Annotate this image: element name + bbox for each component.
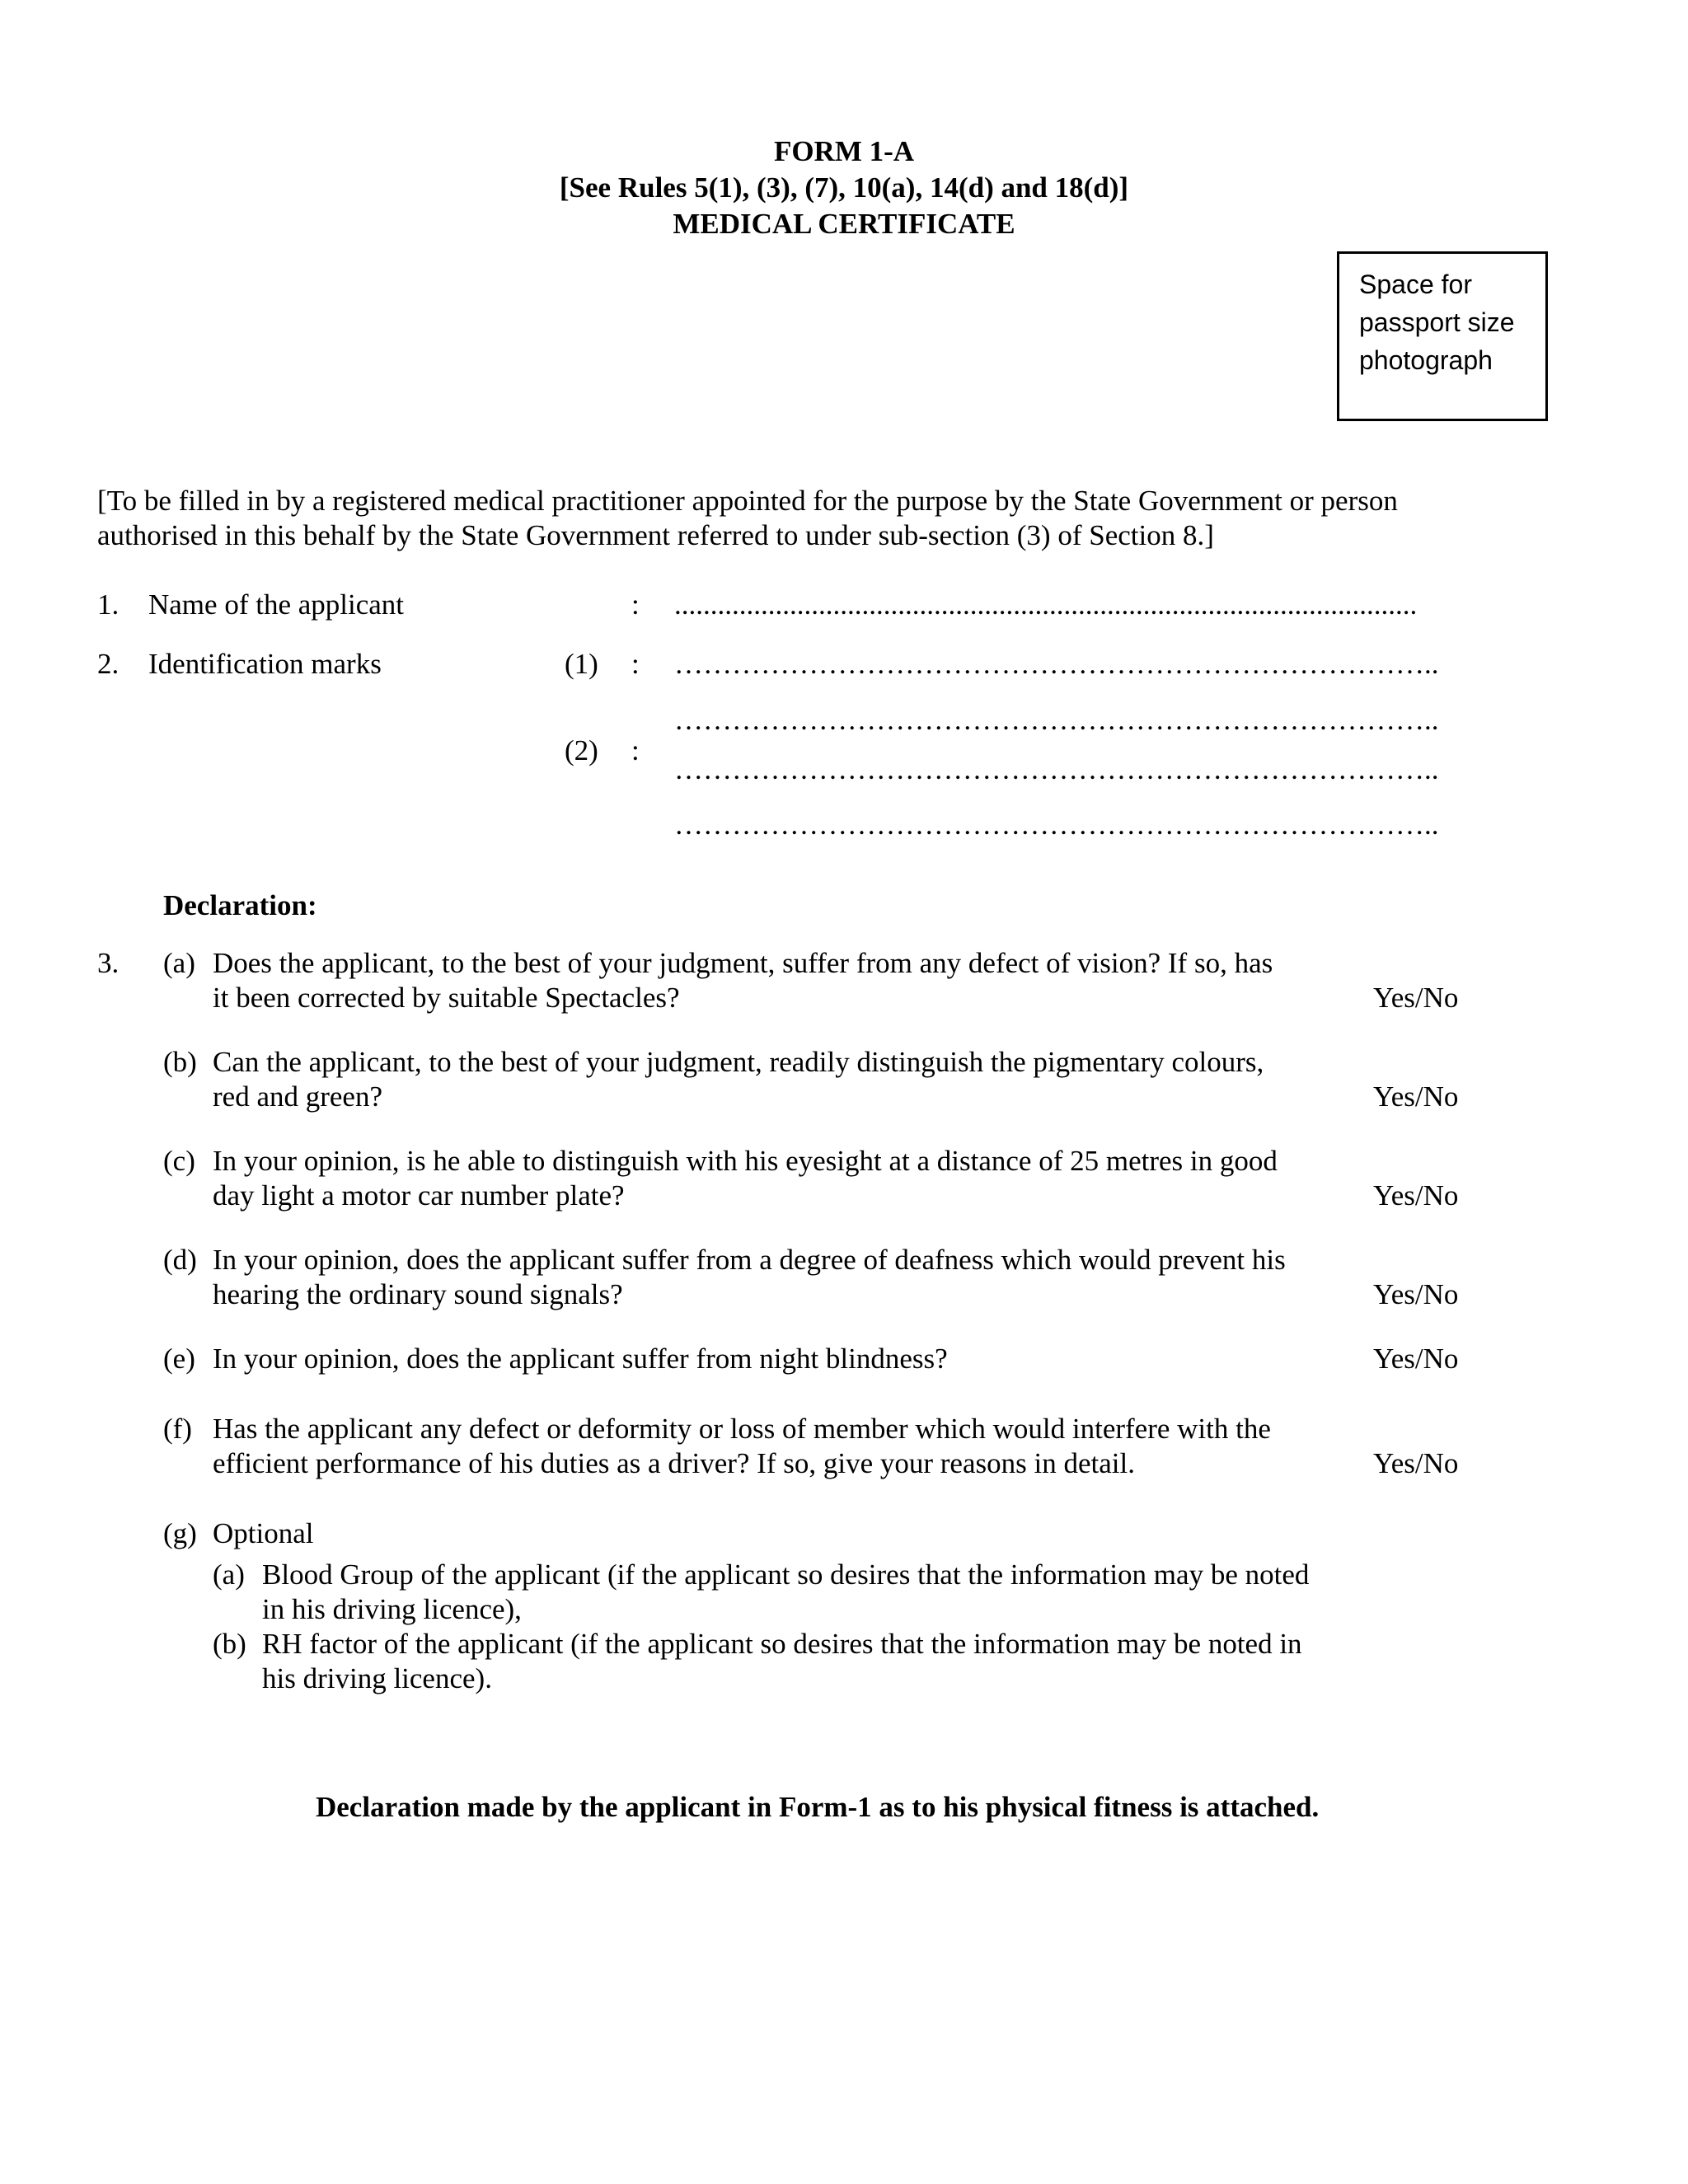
identification-mark1-field-a[interactable]: …………………………………………………………………….. (674, 648, 1439, 680)
question-a-line1: Does the applicant, to the best of your judgment, suffer from any defect of vision? If so, has (213, 947, 1273, 979)
question-d-answer[interactable]: Yes/No (1373, 1278, 1459, 1310)
item1-colon: : (631, 588, 640, 621)
form-header (0, 134, 1688, 242)
mark2-colon: : (631, 734, 640, 766)
question-g-label: Optional (213, 1517, 314, 1549)
question-f-line1: Has the applicant any defect or deformity or loss of member which would interfere with the (213, 1413, 1271, 1445)
question-b-answer[interactable]: Yes/No (1373, 1080, 1459, 1113)
mark2-number: (2) (565, 734, 598, 766)
question-d-line1: In your opinion, does the applicant suffer from a degree of deafness which would prevent his (213, 1244, 1286, 1276)
mark1-number: (1) (565, 648, 598, 680)
question-d-line2: hearing the ordinary sound signals? (213, 1278, 623, 1310)
optional-b-line1: RH factor of the applicant (if the applicant so desires that the information may be noted in (262, 1628, 1302, 1660)
photo-placeholder-box[interactable] (1337, 251, 1548, 421)
item2-number: 2. (97, 648, 120, 680)
rules-reference: [See Rules 5(1), (3), (7), 10(a), 14(d) and 18(d)] (559, 171, 1129, 204)
optional-b-letter: (b) (213, 1628, 246, 1660)
item2-label: Identification marks (148, 648, 382, 680)
question-f-line2: efficient performance of his duties as a driver? If so, give your reasons in detail. (213, 1447, 1135, 1479)
photo-box-line3: photograph (1359, 345, 1493, 375)
question-c-answer[interactable]: Yes/No (1373, 1179, 1459, 1212)
intro-line1: [To be filled in by a registered medical practitioner appointed for the purpose by the State Government or person (97, 485, 1398, 517)
question-b-letter: (b) (163, 1046, 197, 1078)
question-c-line2: day light a motor car number plate? (213, 1179, 625, 1212)
form-title: FORM 1-A (773, 135, 915, 167)
optional-a-line1: Blood Group of the applicant (if the applicant so desires that the information may be noted (262, 1558, 1310, 1591)
declaration-heading: Declaration: (163, 889, 317, 921)
item3-number: 3. (97, 947, 120, 979)
question-f-answer[interactable]: Yes/No (1373, 1447, 1459, 1479)
applicant-name-field[interactable]: ....................................................................................................... (674, 588, 1418, 621)
question-a-letter: (a) (163, 947, 195, 979)
question-e-answer[interactable]: Yes/No (1373, 1343, 1459, 1375)
question-f-letter: (f) (163, 1413, 192, 1445)
question-b-line2: red and green? (213, 1080, 382, 1113)
optional-a-letter: (a) (213, 1558, 245, 1591)
photo-box-line1: Space for (1359, 269, 1472, 299)
question-a-line2: it been corrected by suitable Spectacles? (213, 982, 680, 1014)
item1-label: Name of the applicant (148, 588, 405, 621)
identification-mark2-field-b[interactable]: …………………………………………………………………….. (674, 808, 1439, 841)
item1-number: 1. (97, 588, 120, 621)
question-c-line1: In your opinion, is he able to distinguish with his eyesight at a distance of 25 metres in good (213, 1145, 1278, 1177)
optional-b-line2: his driving licence). (262, 1662, 492, 1694)
optional-a-line2: in his driving licence), (262, 1593, 522, 1625)
certificate-title: MEDICAL CERTIFICATE (673, 208, 1015, 240)
mark1-colon: : (631, 648, 640, 680)
question-b-line1: Can the applicant, to the best of your judgment, readily distinguish the pigmentary colours, (213, 1046, 1264, 1078)
question-c-letter: (c) (163, 1145, 195, 1177)
identification-mark1-field-b[interactable]: …………………………………………………………………….. (674, 704, 1439, 736)
question-d-letter: (d) (163, 1244, 197, 1276)
question-e-letter: (e) (163, 1343, 195, 1375)
identification-mark2-field-a[interactable]: …………………………………………………………………….. (674, 753, 1439, 785)
footer-statement: Declaration made by the applicant in Form-1 as to his physical fitness is attached. (316, 1791, 1320, 1823)
question-g-letter: (g) (163, 1517, 197, 1549)
question-e-line1: In your opinion, does the applicant suffer from night blindness? (213, 1343, 948, 1375)
photo-box-line2: passport size (1359, 307, 1515, 337)
question-a-answer[interactable]: Yes/No (1373, 982, 1459, 1014)
intro-line2: authorised in this behalf by the State Government referred to under sub-section (3) of Section 8.] (97, 519, 1214, 551)
